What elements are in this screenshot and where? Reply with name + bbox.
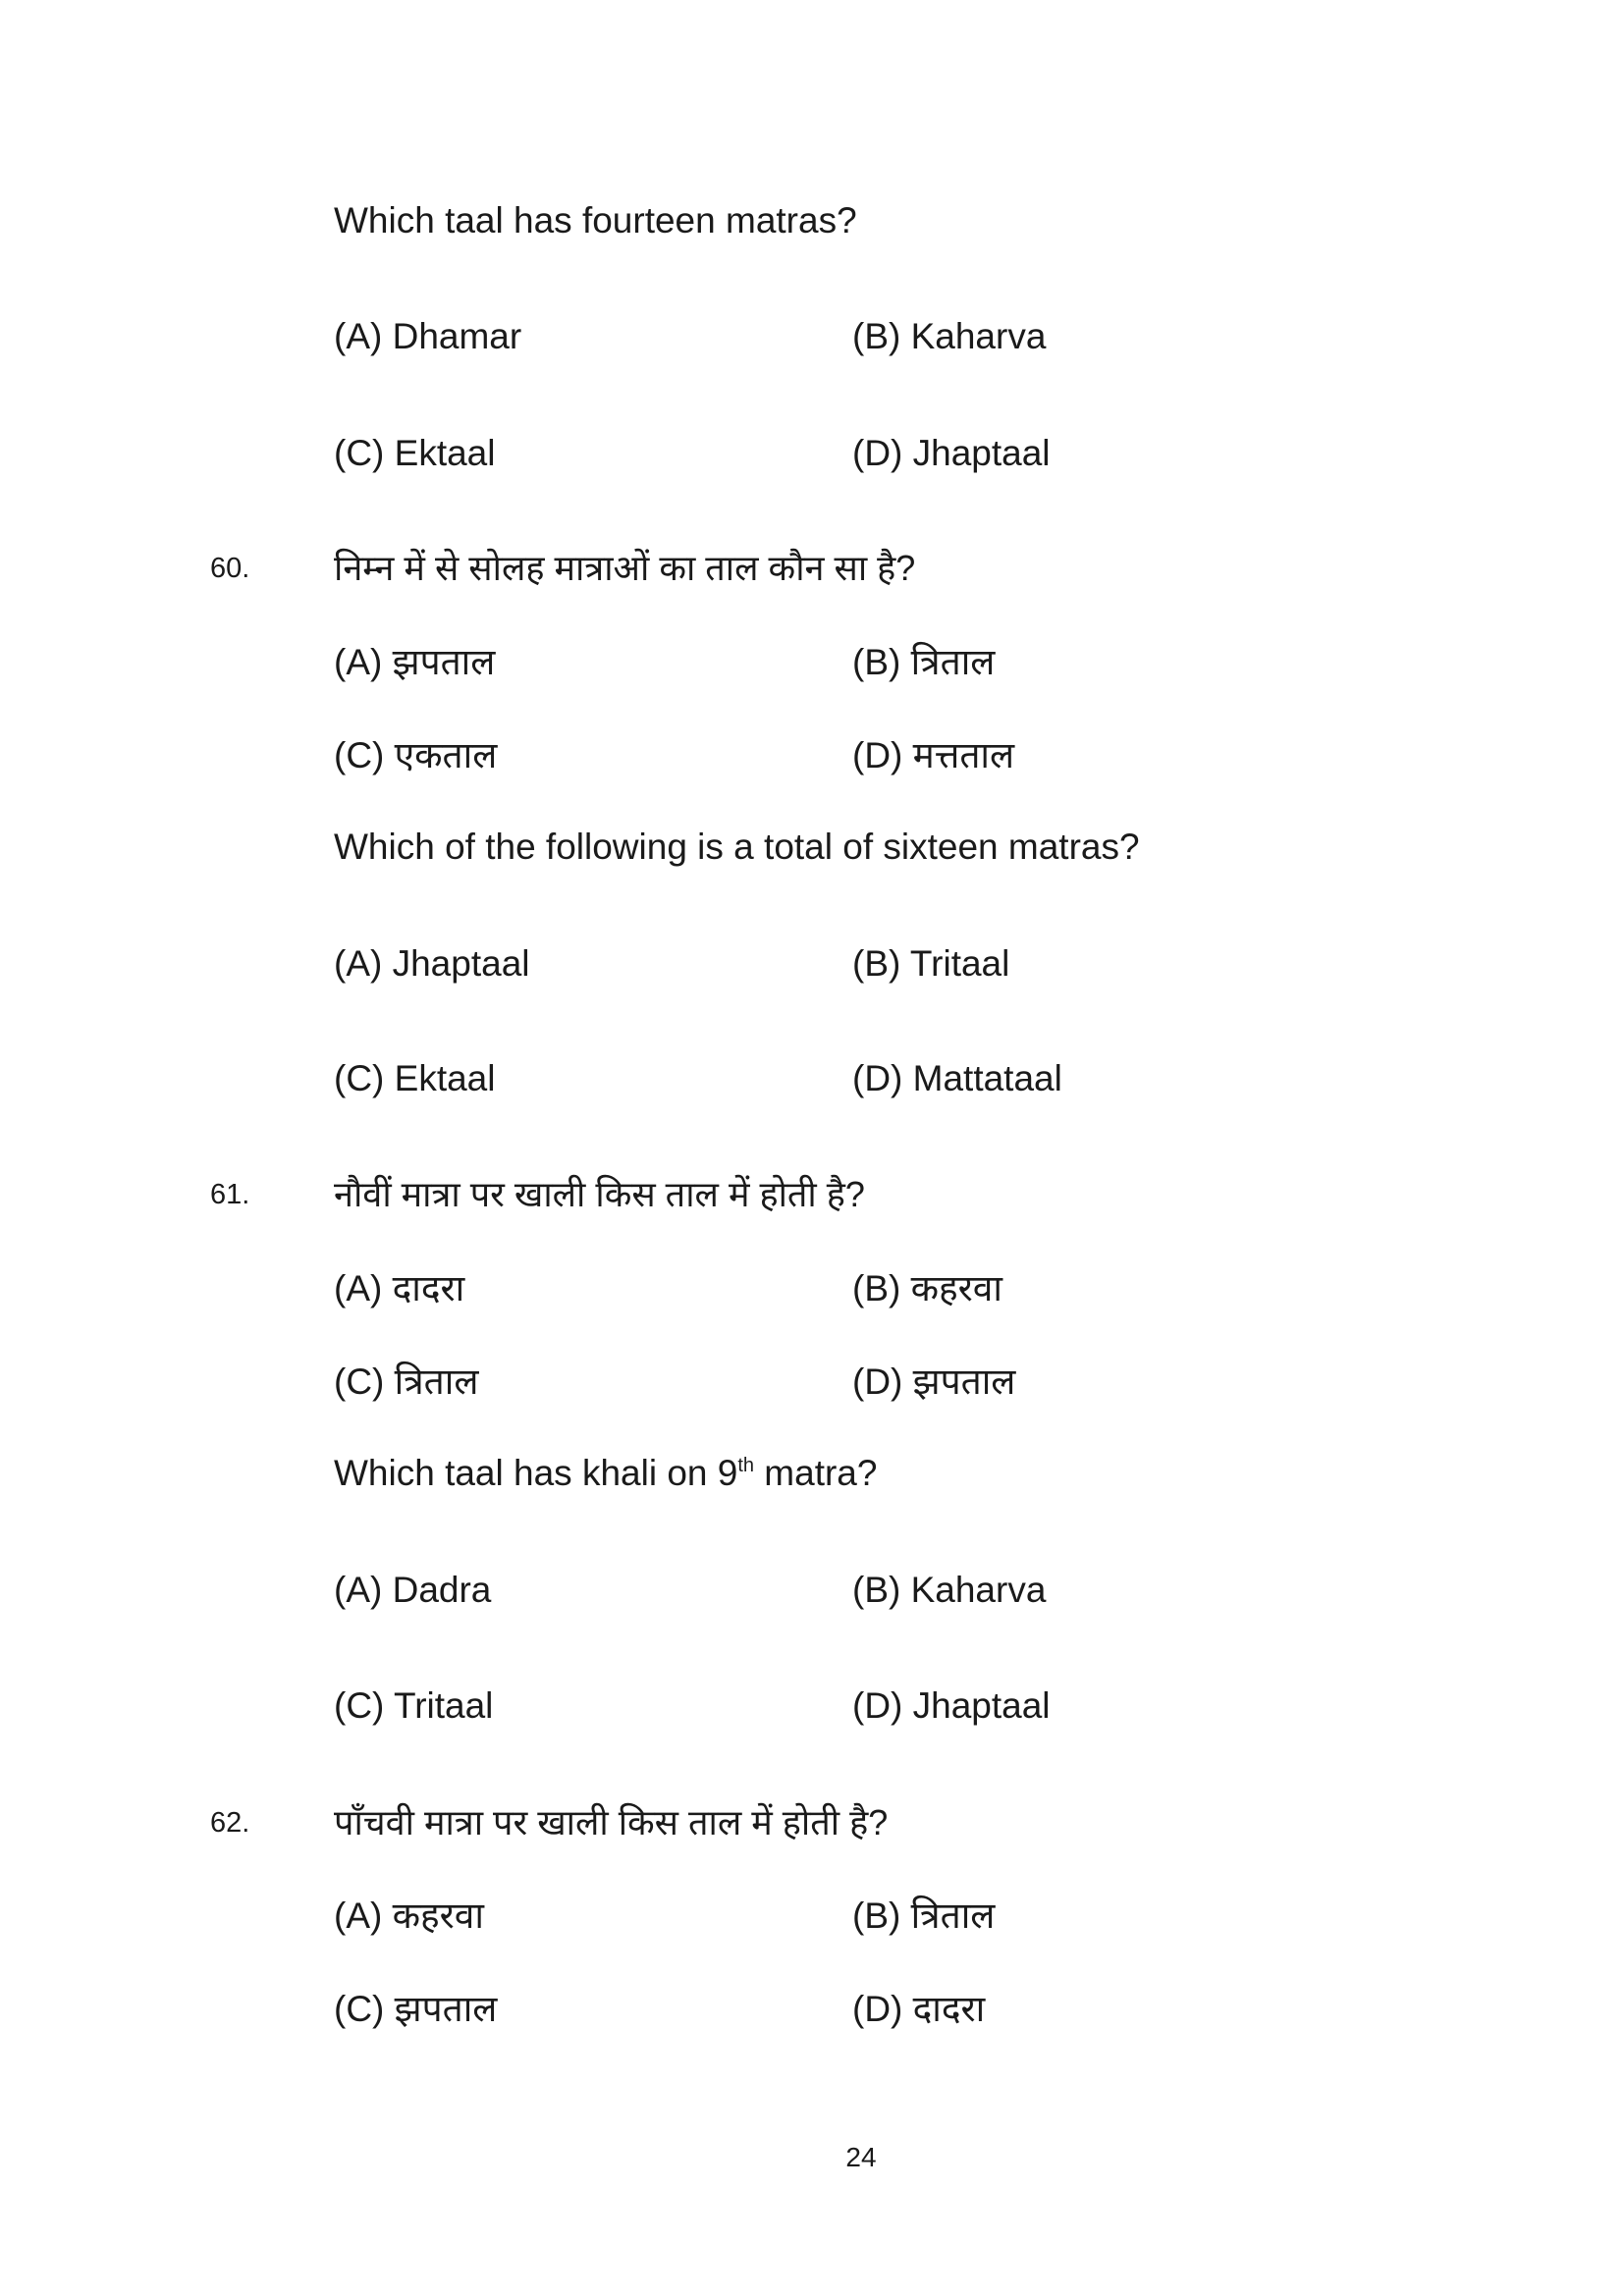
question-text-part: Which taal has khali on 9 bbox=[334, 1453, 738, 1493]
option-c-hindi: (C) एकताल bbox=[334, 735, 498, 775]
option-b-hindi: (B) कहरवा bbox=[852, 1268, 1002, 1308]
option-d: (D) Jhaptaal bbox=[852, 1685, 1051, 1726]
question-text-part: matra? bbox=[754, 1453, 878, 1493]
option-b-hindi: (B) त्रिताल bbox=[852, 1896, 996, 1936]
option-d: (D) Mattataal bbox=[852, 1058, 1062, 1098]
option-a-hindi: (A) दादरा bbox=[334, 1268, 465, 1308]
option-a: (A) Dhamar bbox=[334, 316, 522, 356]
option-c: (C) Ektaal bbox=[334, 1058, 496, 1098]
question-number: 60. bbox=[210, 553, 250, 584]
question-text-english: Which of the following is a total of sixteen matras? bbox=[334, 827, 1140, 867]
option-b: (B) Tritaal bbox=[852, 943, 1010, 984]
option-b: (B) Kaharva bbox=[852, 316, 1047, 356]
option-c: (C) Ektaal bbox=[334, 433, 496, 473]
question-text-hindi: नौवीं मात्रा पर खाली किस ताल में होती है? bbox=[334, 1174, 865, 1214]
option-d-hindi: (D) झपताल bbox=[852, 1362, 1016, 1402]
option-d-hindi: (D) दादरा bbox=[852, 1989, 986, 2029]
option-c: (C) Tritaal bbox=[334, 1685, 494, 1726]
option-d: (D) Jhaptaal bbox=[852, 433, 1051, 473]
question-text-english bbox=[334, 1452, 877, 1495]
option-a-hindi: (A) कहरवा bbox=[334, 1896, 484, 1936]
option-a: (A) Jhaptaal bbox=[334, 943, 530, 984]
option-d-hindi: (D) मत्तताल bbox=[852, 735, 1015, 775]
question-text-hindi: पाँचवी मात्रा पर खाली किस ताल में होती है? bbox=[334, 1802, 889, 1842]
page-number: 24 bbox=[845, 2142, 877, 2172]
option-a-hindi: (A) झपताल bbox=[334, 642, 496, 682]
option-a: (A) Dadra bbox=[334, 1570, 492, 1610]
ordinal-superscript: th bbox=[737, 1455, 755, 1476]
question-text: Which taal has fourteen matras? bbox=[334, 200, 857, 240]
option-b: (B) Kaharva bbox=[852, 1570, 1047, 1610]
question-number: 62. bbox=[210, 1807, 250, 1839]
option-c-hindi: (C) झपताल bbox=[334, 1989, 498, 2029]
option-c-hindi: (C) त्रिताल bbox=[334, 1362, 479, 1402]
option-b-hindi: (B) त्रिताल bbox=[852, 642, 996, 682]
question-number: 61. bbox=[210, 1179, 250, 1210]
question-text-hindi: निम्न में से सोलह मात्राओं का ताल कौन सा है? bbox=[334, 548, 916, 588]
